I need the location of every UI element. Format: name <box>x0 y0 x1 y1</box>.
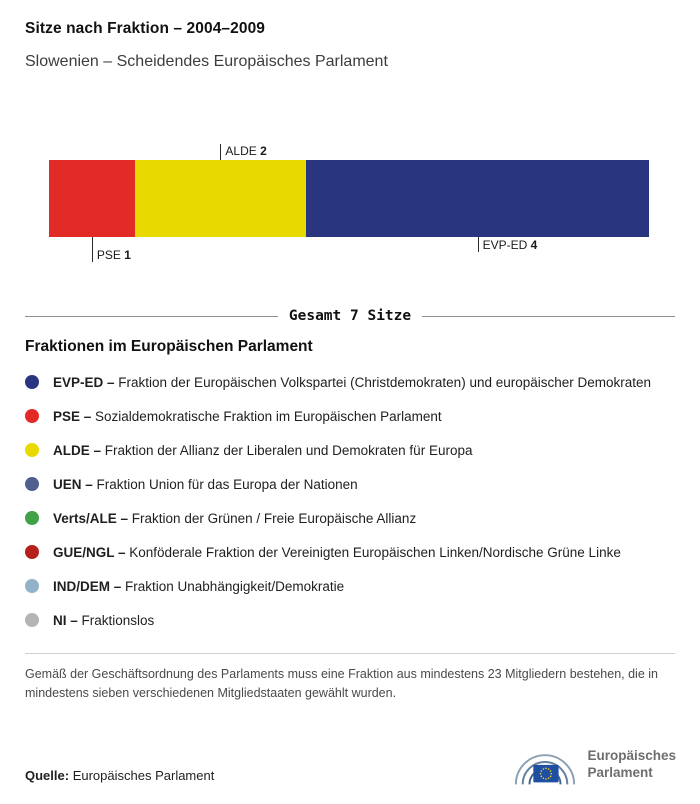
legend-color-dot <box>25 477 39 491</box>
legend-label: IND/DEM – Fraktion Unabhängigkeit/Demokratie <box>53 578 345 594</box>
legend-item-pse <box>25 399 675 433</box>
bar-segment-pse <box>49 160 135 237</box>
legend-color-dot <box>25 375 39 389</box>
legend-color-dot <box>25 545 39 559</box>
legend-label: PSE – Sozialdemokratische Fraktion im Europäischen Parlament <box>53 408 442 424</box>
legend-color-dot <box>25 443 39 457</box>
legend-item-evp-ed <box>25 365 675 399</box>
legend-item-uen <box>25 467 675 501</box>
bar-label-pse: PSE 1 <box>96 248 131 262</box>
total-rule-left <box>25 316 278 317</box>
legend-item-ind-dem <box>25 569 675 603</box>
total-seats-label: Gesamt 7 Sitze <box>288 308 412 324</box>
legend-item-alde <box>25 433 675 467</box>
bar-label-tick <box>92 237 93 262</box>
bar-label-alde: ALDE 2 <box>225 144 267 158</box>
legend-color-dot <box>25 409 39 423</box>
legend-heading: Fraktionen im Europäischen Parlament <box>25 338 313 355</box>
ep-logo-text <box>587 748 676 781</box>
legend-item-gue-ngl <box>25 535 675 569</box>
bar-segment-evp-ed <box>306 160 649 237</box>
bar-label-evp-ed: EVP-ED 4 <box>482 238 538 252</box>
source-label: Quelle: <box>25 768 70 783</box>
source-text: Europäisches Parlament <box>72 768 215 783</box>
legend-item-ni <box>25 603 675 637</box>
legend-label: Verts/ALE – Fraktion der Grünen / Freie Europäische Allianz <box>53 510 417 526</box>
seat-bar-chart <box>49 132 649 262</box>
legend-color-dot <box>25 579 39 593</box>
legend-label: GUE/NGL – Konföderale Fraktion der Vereinigten Europäischen Linken/Nordische Grüne Linke <box>53 544 621 560</box>
footnote: Gemäß der Geschäftsordnung des Parlaments muss eine Fraktion aus mindestens 23 Mitgliedern bestehen, die in mindestens sieben verschiedenen Mitgliedstaaten gewählt wurden. <box>25 667 658 700</box>
page-title: Sitze nach Fraktion – 2004–2009 <box>25 20 266 37</box>
bar-segment-alde <box>135 160 306 237</box>
legend-item-verts-ale <box>25 501 675 535</box>
bar-label-tick <box>220 144 221 160</box>
ep-hemicycle-flag-icon <box>512 739 578 790</box>
infographic <box>0 20 700 783</box>
footer <box>25 739 676 790</box>
ep-logo <box>512 739 676 790</box>
ep-logo-line2: Parlament <box>587 764 653 780</box>
legend-label: NI – Fraktionslos <box>53 612 155 628</box>
ep-logo-line1: Europäisches <box>587 748 676 764</box>
legend-label: UEN – Fraktion Union für das Europa der Nationen <box>53 476 358 492</box>
legend-color-dot <box>25 613 39 627</box>
page-subtitle: Slowenien – Scheidendes Europäisches Parlament <box>25 53 388 70</box>
legend-label: ALDE – Fraktion der Allianz der Liberalen und Demokraten für Europa <box>53 442 473 458</box>
total-seats-row <box>25 308 675 324</box>
legend-color-dot <box>25 511 39 525</box>
legend-list <box>25 365 675 637</box>
legend-label: EVP-ED – Fraktion der Europäischen Volkspartei (Christdemokraten) und europäischer Demokraten <box>53 374 652 390</box>
source-line <box>25 768 214 790</box>
footnote-divider <box>25 653 675 654</box>
bar-label-tick <box>478 237 479 252</box>
total-rule-right <box>422 316 675 317</box>
